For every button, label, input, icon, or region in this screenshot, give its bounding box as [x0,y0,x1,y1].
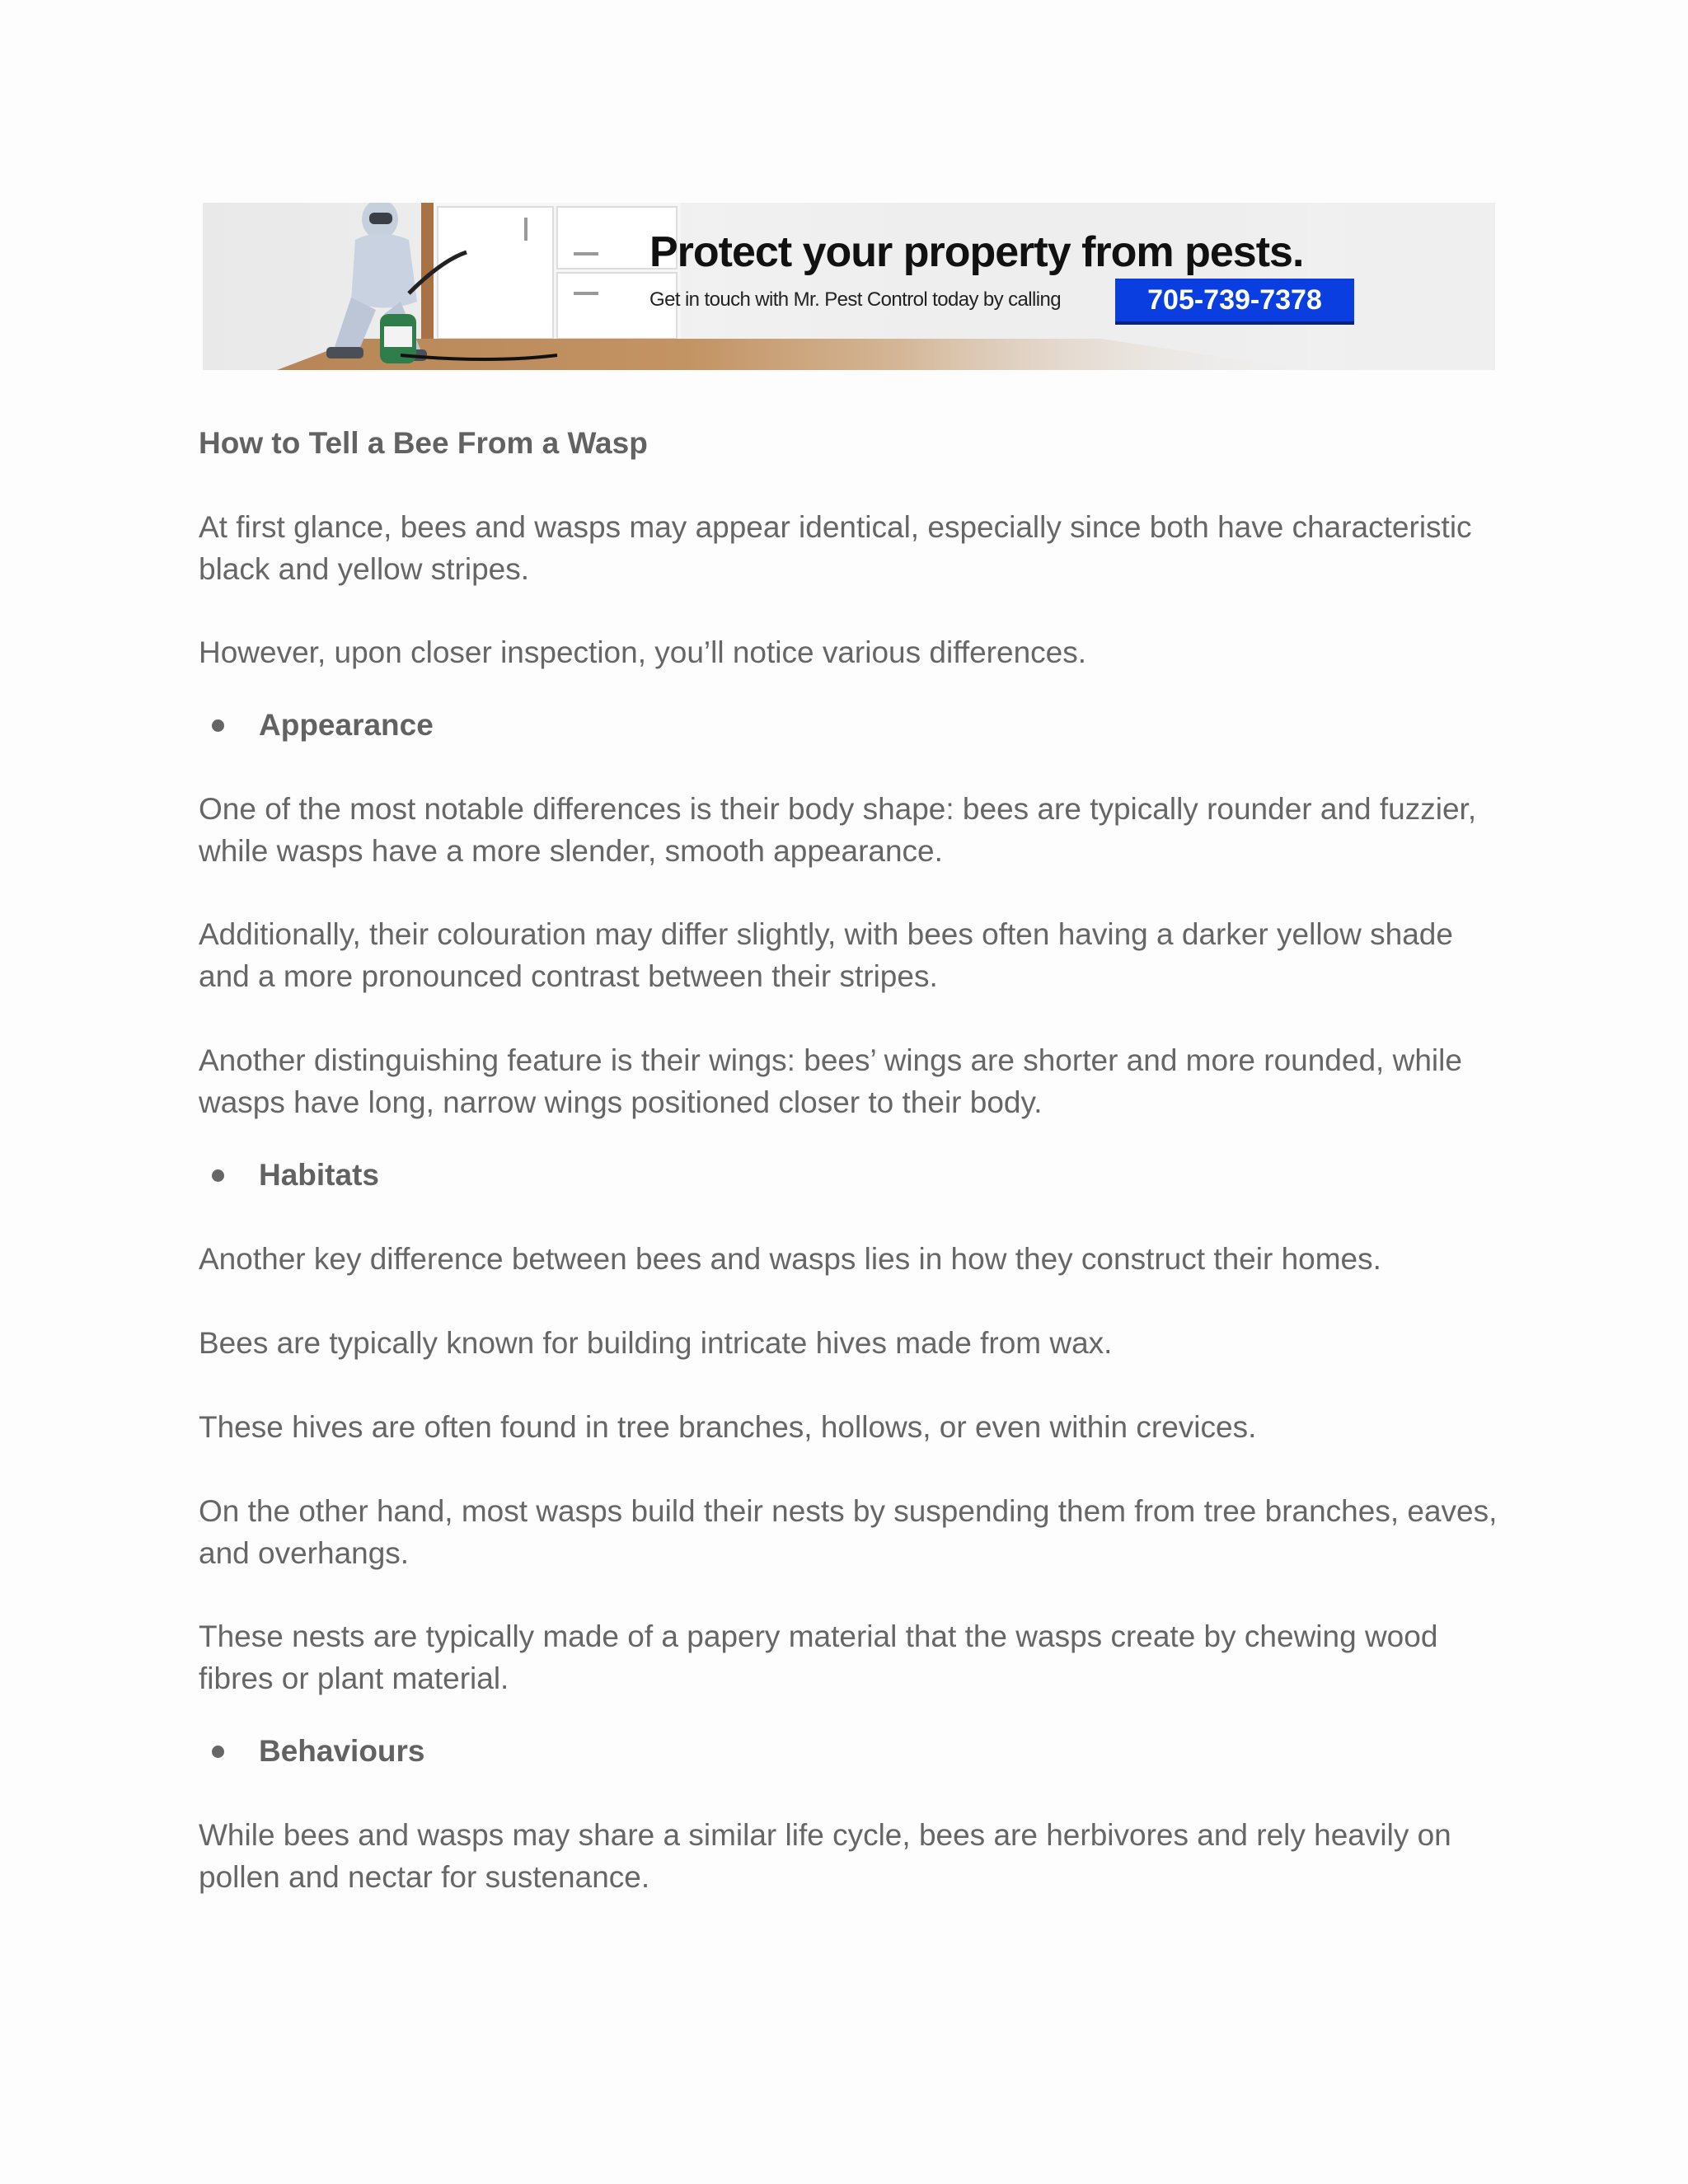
section-heading-label: Appearance [259,708,434,742]
appearance-paragraph-1: One of the most notable differences is their body shape: bees are typically rounder and fuzzier, while wasps have a more slender, smooth appearance. [199,792,1477,868]
habitats-paragraph-4: On the other hand, most wasps build their nests by suspending them from tree branches, eaves, and overhangs. [199,1494,1498,1570]
habitats-paragraph-5: These nests are typically made of a papery material that the wasps create by chewing wood fibres or plant material. [199,1619,1438,1695]
appearance-paragraph-3: Another distinguishing feature is their wings: bees’ wings are shorter and more rounded, while wasps have long, narrow wings positioned closer to their body. [199,1043,1462,1119]
bullet-icon [212,1169,224,1182]
habitats-paragraph-3: These hives are often found in tree branches, hollows, or even within crevices. [199,1410,1257,1444]
appearance-paragraph-2: Additionally, their colouration may differ slightly, with bees often having a darker yellow shade and a more pronounced contrast between their stripes. [199,917,1453,993]
intro-paragraph-2: However, upon closer inspection, you’ll notice various differences. [199,635,1087,669]
behaviours-paragraph-1: While bees and wasps may share a similar life cycle, bees are herbivores and rely heavily on pollen and nectar for sustenance. [199,1818,1451,1894]
habitats-paragraph-1: Another key difference between bees and wasps lies in how they construct their homes. [199,1242,1381,1276]
banner-subtext: Get in touch with Mr. Pest Control today by calling [649,288,1061,311]
habitats-paragraph-2: Bees are typically known for building intricate hives made from wax. [199,1326,1113,1360]
bullet-icon [212,1746,224,1758]
pest-control-banner[interactable] [203,203,1495,370]
section-heading-label: Habitats [259,1158,379,1192]
phone-number-button[interactable]: 705-739-7378 [1115,279,1354,325]
bullet-icon [212,719,224,732]
article-title: How to Tell a Bee From a Wasp [199,426,648,460]
intro-paragraph-1: At first glance, bees and wasps may appear identical, especially since both have characteristic black and yellow stripes. [199,510,1472,586]
banner-headline: Protect your property from pests. [649,228,1304,276]
section-heading-label: Behaviours [259,1734,425,1768]
